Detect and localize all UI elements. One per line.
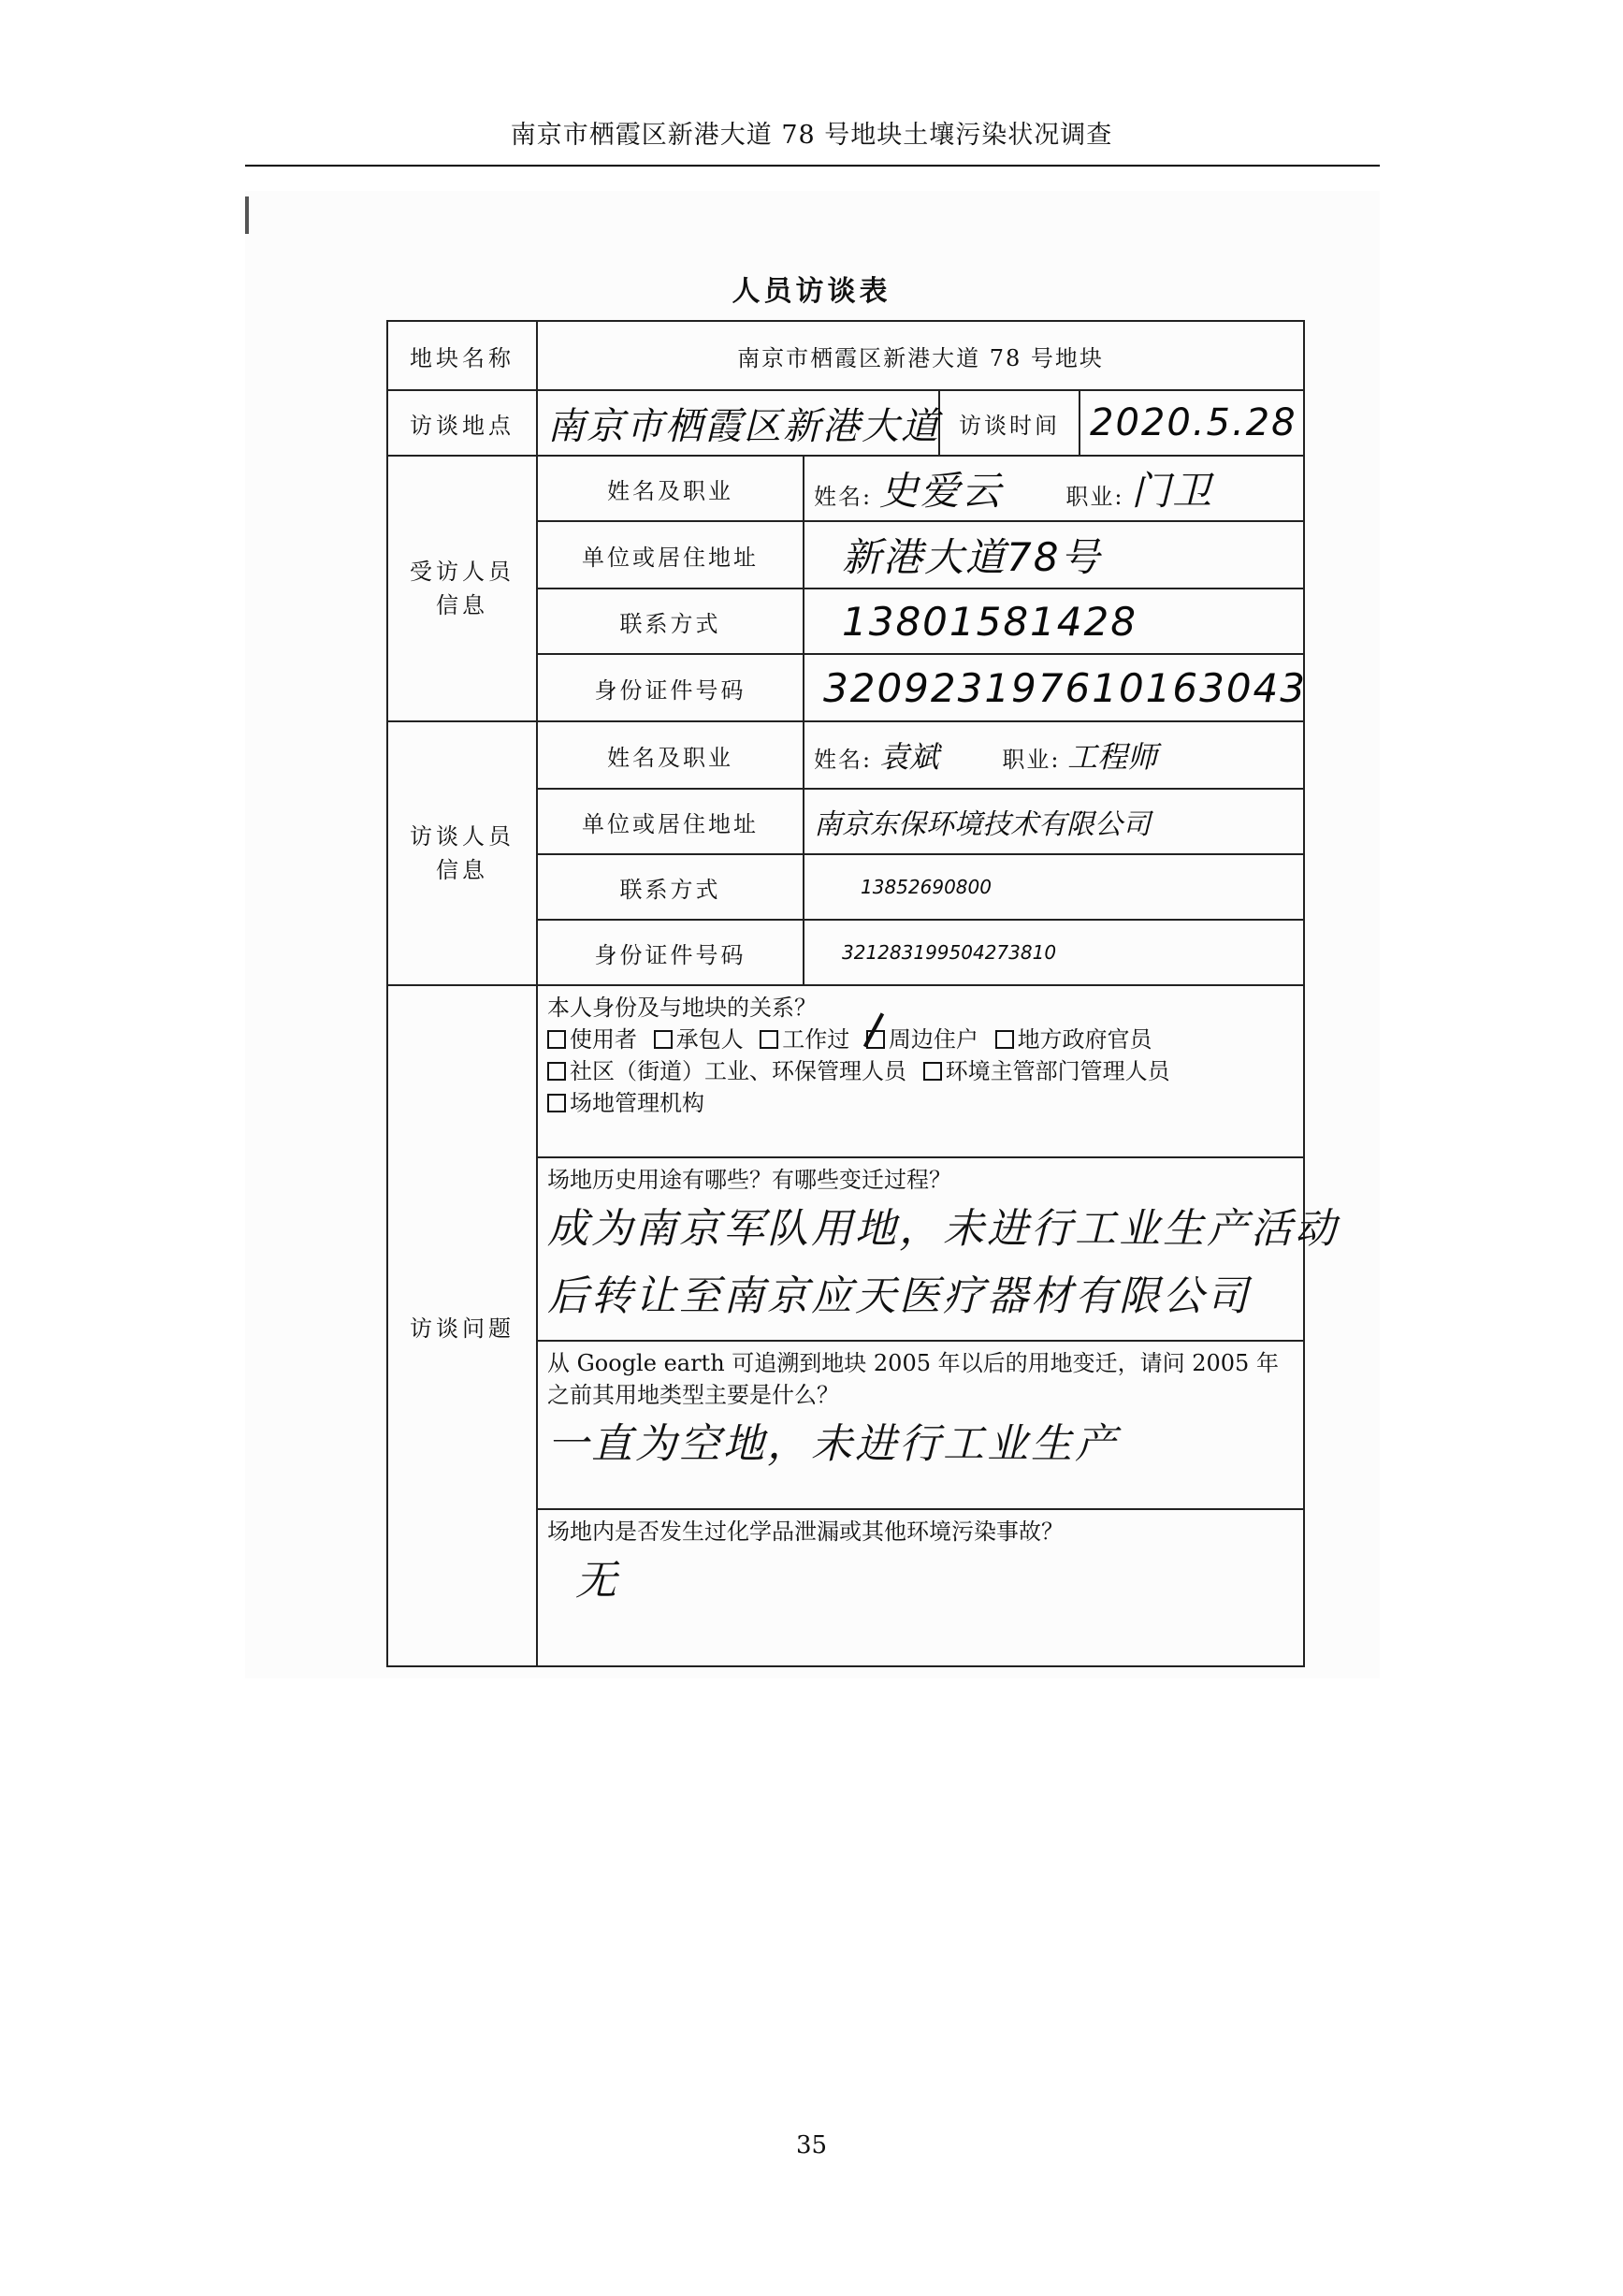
time-label: 访谈时间	[939, 390, 1080, 456]
interviewee-address-label: 单位或居住地址	[537, 521, 804, 589]
header-rule	[245, 165, 1380, 167]
option-label: 地方政府官员	[1017, 1026, 1152, 1053]
question-4: 场地内是否发生过化学品泄漏或其他环境污染事故？	[547, 1519, 1064, 1545]
interviewer-name-job-label: 姓名及职业	[537, 721, 804, 789]
interviewee-section-label: 受访人员 信息	[387, 456, 537, 721]
answer-4: 无	[575, 1557, 619, 1605]
questions-section-label: 访谈问题	[387, 985, 537, 1666]
scan-edge-mark	[245, 196, 249, 234]
interviewee-contact-label: 联系方式	[537, 589, 804, 654]
row-plot-name	[387, 321, 1304, 390]
option-contractor	[654, 1026, 744, 1053]
option-label: 场地管理机构	[570, 1090, 704, 1116]
options-row-2	[547, 1055, 1294, 1087]
answer-3: 一直为空地，未进行工业生产	[547, 1420, 1119, 1468]
checkbox-site-mgmt	[547, 1094, 566, 1112]
location-value: 南京市栖霞区新港大道	[537, 390, 939, 456]
answer-2-line-1: 成为南京军队用地，未进行工业生产活动	[547, 1205, 1339, 1253]
interviewer-name-job-cell	[804, 721, 1304, 789]
option-label: 周边住户	[888, 1026, 978, 1053]
question-3: 从 Google earth 可追溯到地块 2005 年以后的用地变迁，请问 2005 年之前其用地类型主要是什么？	[547, 1350, 1279, 1408]
option-env-dept	[923, 1058, 1170, 1084]
interviewer-name: 袁斌	[878, 739, 939, 775]
document-header: 南京市栖霞区新港大道 78 号地块土壤污染状况调查	[510, 121, 1113, 150]
plot-name-value: 南京市栖霞区新港大道 78 号地块	[537, 321, 1304, 390]
option-label: 社区（街道）工业、环保管理人员	[570, 1058, 906, 1084]
interviewee-id-label: 身份证件号码	[537, 654, 804, 721]
interviewee-name-job-cell	[804, 456, 1304, 521]
name-prefix: 姓名:	[814, 484, 873, 510]
location-label: 访谈地点	[387, 390, 537, 456]
option-site-mgmt	[547, 1090, 704, 1116]
checkbox-resident-checked	[866, 1030, 885, 1049]
checkbox-worked	[760, 1030, 778, 1049]
interviewer-job: 工程师	[1067, 739, 1158, 775]
row-question-1	[387, 985, 1304, 1157]
question-2: 场地历史用途有哪些？有哪些变迁过程？	[547, 1167, 951, 1193]
option-label: 承包人	[675, 1026, 744, 1053]
option-label: 使用者	[570, 1026, 637, 1053]
option-label: 环境主管部门管理人员	[945, 1058, 1170, 1084]
interviewer-id-label: 身份证件号码	[537, 920, 804, 985]
job-prefix: 职业:	[1065, 484, 1124, 510]
option-resident	[866, 1026, 978, 1053]
option-label: 工作过	[782, 1026, 850, 1053]
interviewer-address-label: 单位或居住地址	[537, 789, 804, 854]
interviewee-name-job-label: 姓名及职业	[537, 456, 804, 521]
interviewee-contact: 13801581428	[804, 589, 1304, 654]
question-4-cell	[537, 1509, 1304, 1666]
interviewer-section-label: 访谈人员 信息	[387, 721, 537, 985]
question-1-cell	[537, 985, 1304, 1157]
time-value: 2020.5.28	[1080, 390, 1304, 456]
interviewee-id: 320923197610163043	[804, 654, 1304, 721]
interviewee-address: 新港大道78号	[804, 521, 1304, 589]
interviewer-contact-label: 联系方式	[537, 854, 804, 920]
job-prefix: 职业:	[1002, 747, 1061, 773]
interviewer-contact: 13852690800	[804, 854, 1304, 920]
checkbox-community	[547, 1062, 566, 1081]
form-title: 人员访谈表	[732, 275, 891, 308]
checkbox-user	[547, 1030, 566, 1049]
checkbox-official	[995, 1030, 1014, 1049]
checkbox-env-dept	[923, 1062, 942, 1081]
checkbox-contractor	[654, 1030, 673, 1049]
question-3-cell	[537, 1341, 1304, 1509]
interviewer-address: 南京东保环境技术有限公司	[804, 789, 1304, 854]
row-interviewee-name	[387, 456, 1304, 521]
interviewer-id: 321283199504273810	[804, 920, 1304, 985]
options-row-3	[547, 1087, 1294, 1119]
interviewee-job: 门卫	[1131, 468, 1214, 514]
option-user	[547, 1026, 637, 1053]
options-row-1	[547, 1024, 1294, 1055]
row-interviewer-name	[387, 721, 1304, 789]
question-2-cell	[537, 1157, 1339, 1341]
row-location-time	[387, 390, 1304, 456]
question-1: 本人身份及与地块的关系？	[547, 995, 817, 1021]
interviewee-name: 史爱云	[878, 468, 1003, 514]
interview-form-table	[386, 320, 1339, 1667]
page-number: 35	[795, 2131, 828, 2159]
option-community	[547, 1058, 906, 1084]
name-prefix: 姓名:	[814, 747, 873, 773]
option-worked	[760, 1026, 849, 1053]
answer-2-line-2: 后转让至南京应天医疗器材有限公司	[547, 1272, 1251, 1320]
option-official	[995, 1026, 1152, 1053]
plot-name-label: 地块名称	[387, 321, 537, 390]
